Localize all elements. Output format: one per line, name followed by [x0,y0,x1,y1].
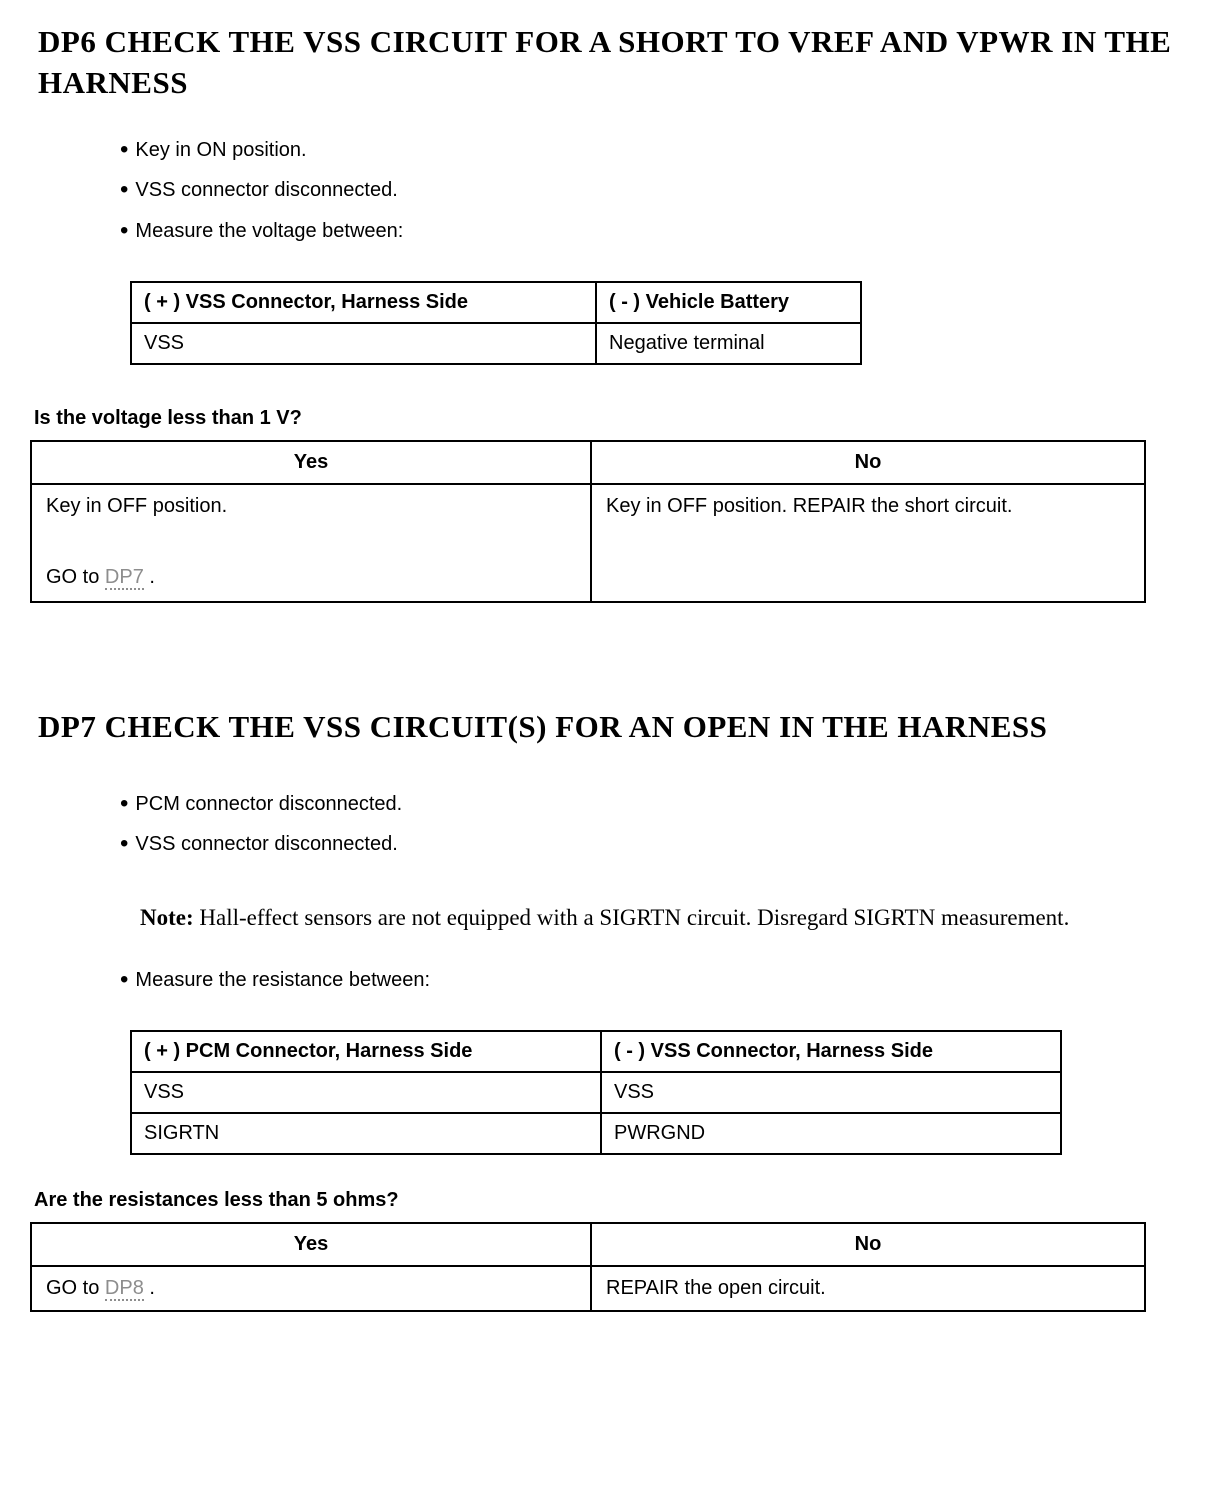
bullet-item [120,964,1216,996]
note-label: Note: [140,904,194,930]
dp6-decision-table [30,440,1146,603]
goto-suffix: . [143,1277,155,1300]
bullet-text: VSS connector disconnected. [135,179,398,202]
goto-line [46,1275,576,1302]
decision-cell-yes [31,484,591,602]
measure-header-plus: ( + ) VSS Connector, Harness Side [131,282,596,323]
dp7-measure-table [130,1030,1062,1155]
note-text: Hall-effect sensors are not equipped with a SIGRTN circuit. Disregard SIGRTN measurement. [193,904,1070,930]
measure-cell-minus: Negative terminal [596,323,861,364]
decision-cell-no [591,484,1145,602]
decision-cell-yes [31,1266,591,1311]
decision-header-no: No [591,441,1145,484]
bullet-item [120,215,1216,247]
dp7-section-title: DP7 CHECK THE VSS CIRCUIT(S) FOR AN OPEN IN THE HARNESS [38,708,1048,744]
measure-header-minus: ( - ) VSS Connector, Harness Side [601,1031,1061,1072]
table-row [131,1072,1061,1113]
dp7-measure-bullet-list [120,964,1216,996]
bullet-text: Key in ON position. [135,138,307,161]
bullet-text: PCM connector disconnected. [135,792,403,815]
measure-cell-plus: SIGRTN [131,1113,601,1154]
dp8-link[interactable]: DP8 [104,1277,144,1300]
goto-line [46,564,576,591]
bullet-item [120,134,1216,166]
yes-instruction: Key in OFF position. [46,494,228,517]
bullet-item [120,828,1216,860]
dp6-section-title: DP6 CHECK THE VSS CIRCUIT FOR A SHORT TO VREF AND VPWR IN THE HARNESS [38,24,1172,100]
no-instruction: REPAIR the open circuit. [606,1277,826,1300]
note-paragraph [140,901,1176,934]
goto-prefix: GO to [46,565,105,588]
measure-cell-minus: VSS [601,1072,1061,1113]
goto-suffix: . [143,565,155,588]
table-header-row [31,1223,1145,1266]
table-row [31,484,1145,602]
table-row [31,1266,1145,1311]
dp7-bullet-list [120,788,1216,861]
bullet-text: Measure the resistance between: [135,969,431,992]
measure-cell-plus: VSS [131,323,596,364]
dp6-question: Is the voltage less than 1 V? [34,406,302,429]
table-row [131,323,861,364]
bullet-item [120,174,1216,206]
decision-header-yes: Yes [31,1223,591,1266]
measure-cell-minus: PWRGND [601,1113,1061,1154]
decision-header-yes: Yes [31,441,591,484]
dp7-decision-table [30,1222,1146,1312]
dp7-question: Are the resistances less than 5 ohms? [34,1189,399,1212]
table-header-row [31,441,1145,484]
table-header-row [131,1031,1061,1072]
dp7-link[interactable]: DP7 [104,565,144,588]
goto-prefix: GO to [46,1277,105,1300]
bullet-text: Measure the voltage between: [135,219,404,242]
bullet-item [120,788,1216,820]
dp6-bullet-list [120,134,1216,247]
table-row [131,1113,1061,1154]
measure-header-minus: ( - ) Vehicle Battery [596,282,861,323]
no-instruction: Key in OFF position. REPAIR the short circuit. [606,494,1013,517]
decision-cell-no [591,1266,1145,1311]
measure-header-plus: ( + ) PCM Connector, Harness Side [131,1031,601,1072]
dp6-measure-table [130,281,862,365]
decision-header-no: No [591,1223,1145,1266]
bullet-text: VSS connector disconnected. [135,833,398,856]
table-header-row [131,282,861,323]
measure-cell-plus: VSS [131,1072,601,1113]
